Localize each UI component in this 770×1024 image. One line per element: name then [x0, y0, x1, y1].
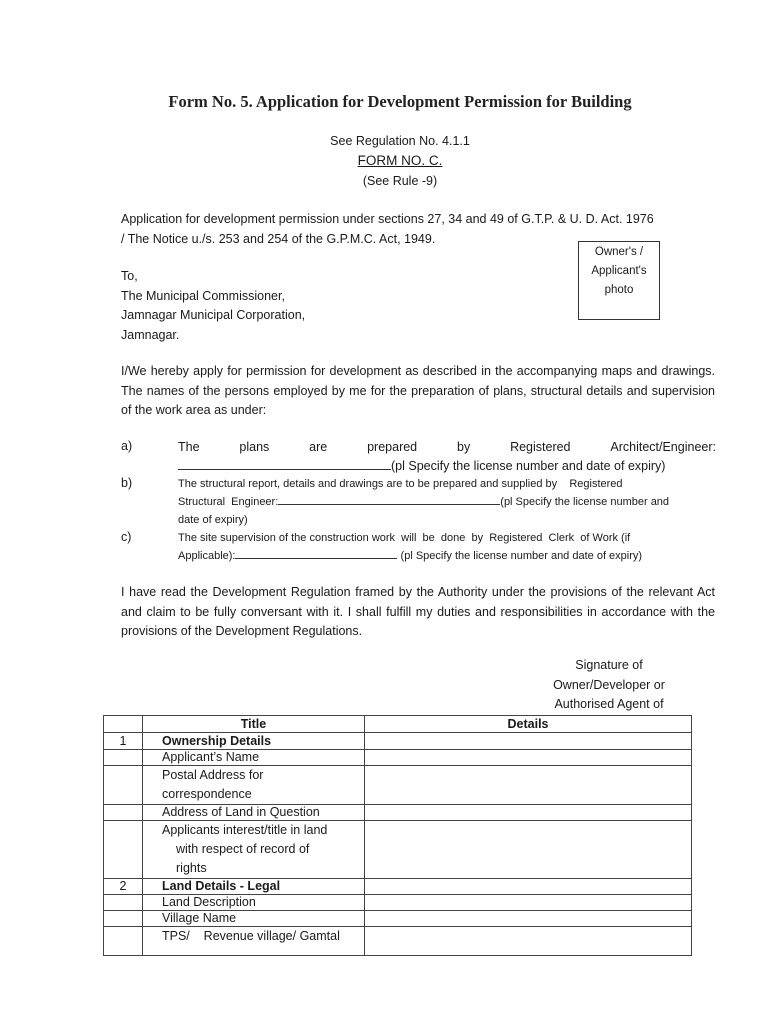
row-title: Land Description — [143, 895, 365, 911]
item-b-label: b) — [121, 476, 133, 490]
row-number — [104, 766, 143, 805]
table-row — [104, 895, 692, 911]
address-line-3: Jamnagar. — [121, 327, 180, 342]
row-number: 1 — [104, 733, 143, 750]
row-title-line-3: rights — [176, 861, 207, 875]
table-header-num — [104, 716, 143, 733]
form-number: FORM NO. C. — [357, 153, 443, 168]
row-title: Applicant’s Name — [143, 750, 365, 766]
signature-line-3: Authorised Agent of — [554, 697, 664, 711]
row-number — [104, 911, 143, 927]
address-line-2: Jamnagar Municipal Corporation, — [121, 308, 306, 322]
item-a-text — [178, 438, 716, 476]
item-a-label: a) — [121, 439, 133, 453]
architect-blank-field[interactable] — [178, 458, 391, 470]
item-c-text — [178, 529, 716, 565]
table-header-details: Details — [365, 716, 692, 733]
item-c-label-text: Applicable): — [178, 550, 236, 562]
recipient-address — [121, 267, 305, 345]
item-b-text — [178, 475, 716, 529]
row-title: Land Details - Legal — [143, 879, 365, 895]
row-details-cell[interactable] — [365, 927, 692, 956]
signature-line-2: Owner/Developer or — [553, 677, 665, 692]
table-row — [104, 927, 692, 956]
table-row — [104, 805, 692, 821]
item-a-instruction: (pl Specify the license number and date of expiry) — [391, 459, 666, 473]
item-b-instruction: (pl Specify the license number and — [500, 496, 670, 508]
row-details-cell[interactable] — [365, 805, 692, 821]
item-c-instruction: (pl Specify the license number and date of expiry) — [397, 550, 643, 562]
clerk-of-work-blank-field[interactable] — [235, 547, 397, 559]
row-title: Postal Address for correspondence — [143, 766, 365, 805]
table-row — [104, 750, 692, 766]
row-title-multiline — [143, 821, 365, 879]
table-row — [104, 733, 692, 750]
details-table — [103, 715, 692, 956]
item-a-word: prepared — [367, 440, 418, 454]
item-b-line-2 — [178, 493, 716, 511]
row-details-cell[interactable] — [365, 879, 692, 895]
item-c-line-1: The site supervision of the construction work will be done by Registered Clerk of Work (if — [178, 532, 631, 544]
photo-box-line-2: Applicant's — [591, 265, 647, 277]
item-a-line-1 — [178, 438, 716, 457]
row-number — [104, 895, 143, 911]
item-a-word: plans — [239, 440, 270, 454]
item-a-line-2 — [178, 457, 716, 476]
intro-line-1: Application for development permission under sections 27, 34 and 49 of G.T.P. & U. D. Act. 1976 — [121, 212, 654, 226]
photo-box-line-1: Owner's / — [594, 246, 644, 258]
row-title: TPS/ Revenue village/ Gamtal — [143, 927, 365, 956]
item-c-label: c) — [121, 530, 132, 544]
item-a-word: Registered — [510, 440, 571, 454]
table-header-title: Title — [143, 716, 365, 733]
signature-line-1: Signature of — [575, 658, 643, 672]
row-details-cell[interactable] — [365, 895, 692, 911]
form-title: Form No. 5. Application for Development Permission for Building — [168, 92, 632, 111]
item-c-line-2 — [178, 547, 716, 565]
structural-engineer-blank-field[interactable] — [278, 493, 500, 505]
row-details-cell[interactable] — [365, 766, 692, 805]
table-row — [104, 879, 692, 895]
intro-line-2: / The Notice u./s. 253 and 254 of the G.P.M.C. Act, 1949. — [121, 231, 436, 246]
table-row — [104, 911, 692, 927]
row-title: Village Name — [143, 911, 365, 927]
rule-reference: (See Rule -9) — [362, 174, 438, 188]
item-a-word: The — [178, 440, 200, 454]
applicant-photo-box — [578, 241, 660, 320]
item-a-word: are — [309, 440, 328, 454]
row-number — [104, 927, 143, 956]
item-a-word: by — [457, 440, 471, 454]
address-salutation: To, — [121, 269, 138, 283]
row-title: Address of Land in Question — [143, 805, 365, 821]
row-number: 2 — [104, 879, 143, 895]
row-details-cell[interactable] — [365, 821, 692, 879]
item-a-word: Architect/Engineer: — [610, 440, 716, 454]
declaration-paragraph: I have read the Development Regulation framed by the Authority under the provisions of the relevant Act and claim to be fully conversant with it. I shall fulfill my duties and responsibilities in accordance with the provisions of the Development Regulations. — [121, 585, 715, 638]
row-details-cell[interactable] — [365, 750, 692, 766]
item-b-label-text: Structural Engineer: — [178, 496, 279, 508]
row-number — [104, 750, 143, 766]
signature-block — [530, 656, 688, 715]
table-row — [104, 766, 692, 805]
row-title: Ownership Details — [143, 733, 365, 750]
address-line-1: The Municipal Commissioner, — [121, 288, 285, 303]
application-paragraph: I/We hereby apply for permission for development as described in the accompanying maps and drawings. The names of the persons employed by me for the preparation of plans, structural details and supervision of the work area as under: — [121, 364, 715, 417]
row-title-line-2: with respect of record of — [176, 842, 310, 856]
photo-box-line-3: photo — [604, 284, 634, 296]
row-details-cell[interactable] — [365, 733, 692, 750]
row-title-line-1: Applicants interest/title in land — [162, 823, 328, 837]
table-header-row — [104, 716, 692, 733]
regulation-reference: See Regulation No. 4.1.1 — [330, 134, 470, 148]
row-number — [104, 805, 143, 821]
row-details-cell[interactable] — [365, 911, 692, 927]
row-number — [104, 821, 143, 879]
item-b-line-1: The structural report, details and drawings are to be prepared and supplied by Registered — [178, 478, 623, 490]
item-b-line-3: date of expiry) — [178, 514, 248, 526]
table-row — [104, 821, 692, 879]
